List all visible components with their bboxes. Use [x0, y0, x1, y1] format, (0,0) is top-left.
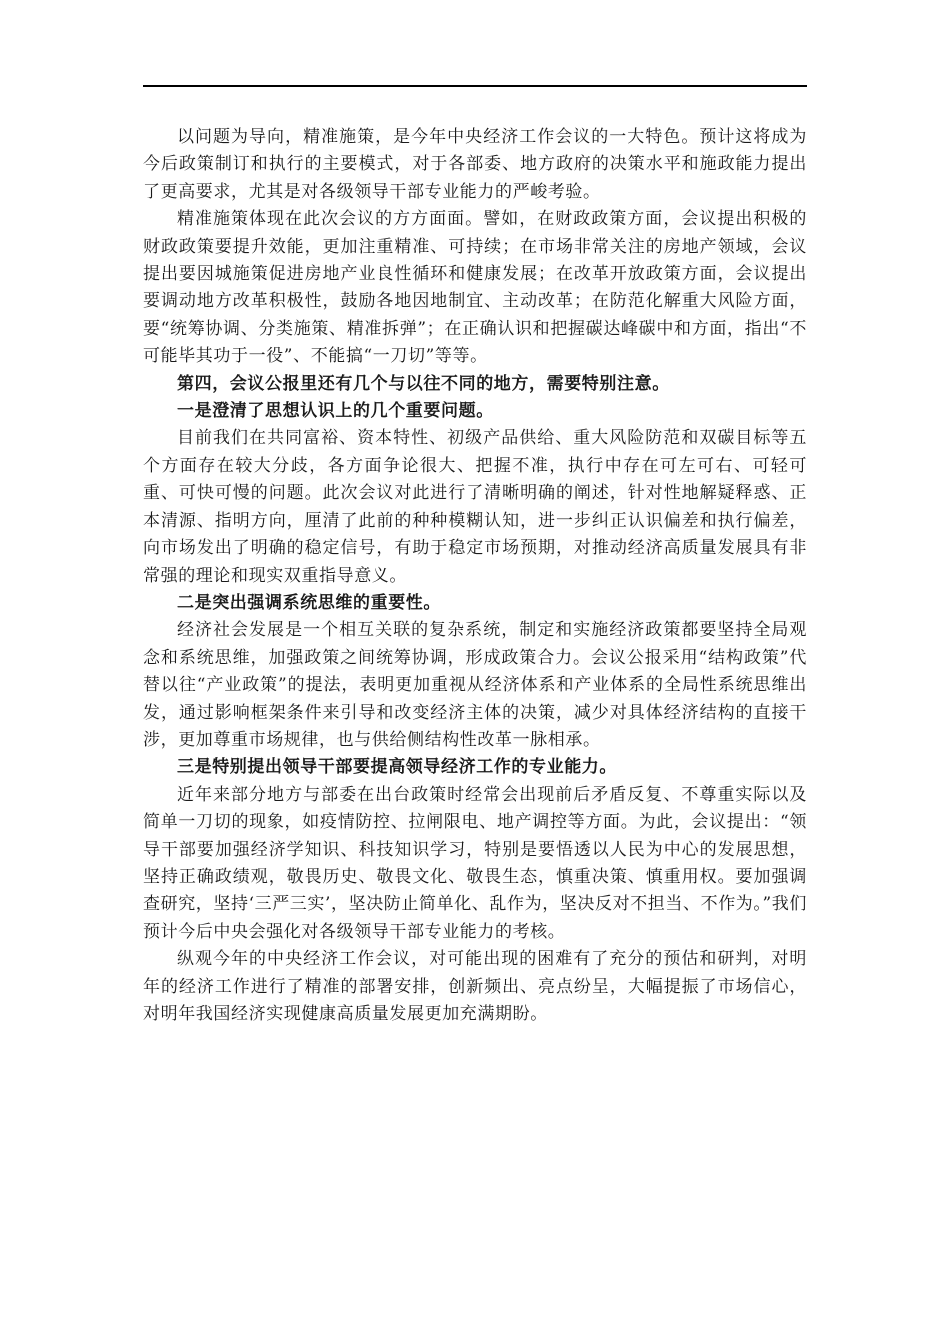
paragraph-systems-thinking: 经济社会发展是一个相互关联的复杂系统，制定和实施经济政策都要坚持全局观念和系统思维，加强政策之间统筹协调，形成政策合力。会议公报采用“结构政策”代替以往“产业政策”的提法，表明更加重视从经济体系和产业体系的全局性系统思维出发，通过影响框架条件来引导和改变经济主体的决策，减少对具体经济结构的直接干涉，更加尊重市场规律，也与供给侧结构性改革一脉相承。 [143, 620, 807, 750]
paragraph-clarify-issues: 目前我们在共同富裕、资本特性、初级产品供给、重大风险防范和双碳目标等五个方面存在较大分歧，各方面争论很大、把握不准，执行中存在可左可右、可轻可重、可快可慢的问题。此次会议对此进行了清晰明确的阐述，针对性地解疑释惑、正本清源、指明方向，厘清了此前的种种模糊认知，进一步纠正认识偏差和执行偏差，向市场发出了明确的稳定信号，有助于稳定市场预期，对推动经济高质量发展具有非常强的理论和现实双重指导意义。 [143, 428, 807, 586]
paragraph-precise-policy-intro: 以问题为导向，精准施策，是今年中央经济工作会议的一大特色。预计这将成为今后政策制订和执行的主要模式，对于各部委、地方政府的决策水平和施政能力提出了更高要求，尤其是对各级领导干部专业能力的严峻考验。 [143, 127, 807, 202]
paragraph-precise-policy-examples: 精准施策体现在此次会议的方方面面。譬如，在财政政策方面，会议提出积极的财政政策要提升效能，更加注重精准、可持续；在市场非常关注的房地产领域，会议提出要因城施策促进房地产业良性循环和健康发展；在改革开放政策方面，会议提出要调动地方改革积极性，鼓励各地因地制宜、主动改革；在防范化解重大风险方面，要“统筹协调、分类施策、精准拆弹”；在正确认识和把握碳达峰碳中和方面，指出“不可能毕其功于一役”、不能搞“一刀切”等等。 [143, 209, 807, 367]
subheading-leadership-ability: 三是特别提出领导干部要提高领导经济工作的专业能力。 [177, 757, 617, 778]
header-rule [143, 85, 807, 87]
subheading-clarify-issues: 一是澄清了思想认识上的几个重要问题。 [177, 401, 494, 422]
paragraph-leadership-ability: 近年来部分地方与部委在出台政策时经常会出现前后矛盾反复、不尊重实际以及简单一刀切的现象，如疫情防控、拉闸限电、地产调控等方面。为此，会议提出：“领导干部要加强经济学知识、科技知识学习，特别是要悟透以人民为中心的发展思想，坚持正确政绩观，敬畏历史、敬畏文化、敬畏生态，慎重决策、慎重用权。要加强调查研究，坚持‘三严三实’，坚决防止简单化、乱作为，坚决反对不担当、不作为。”我们预计今后中央会强化对各级领导干部专业能力的考核。 [143, 784, 807, 942]
section-heading-fourth: 第四，会议公报里还有几个与以往不同的地方，需要特别注意。 [177, 373, 670, 394]
document-body [143, 124, 807, 1028]
subheading-systems-thinking: 二是突出强调系统思维的重要性。 [177, 592, 441, 613]
paragraph-conclusion: 纵观今年的中央经济工作会议，对可能出现的困难有了充分的预估和研判，对明年的经济工作进行了精准的部署安排，创新频出、亮点纷呈，大幅提振了市场信心，对明年我国经济实现健康高质量发展更加充满期盼。 [143, 949, 807, 1024]
